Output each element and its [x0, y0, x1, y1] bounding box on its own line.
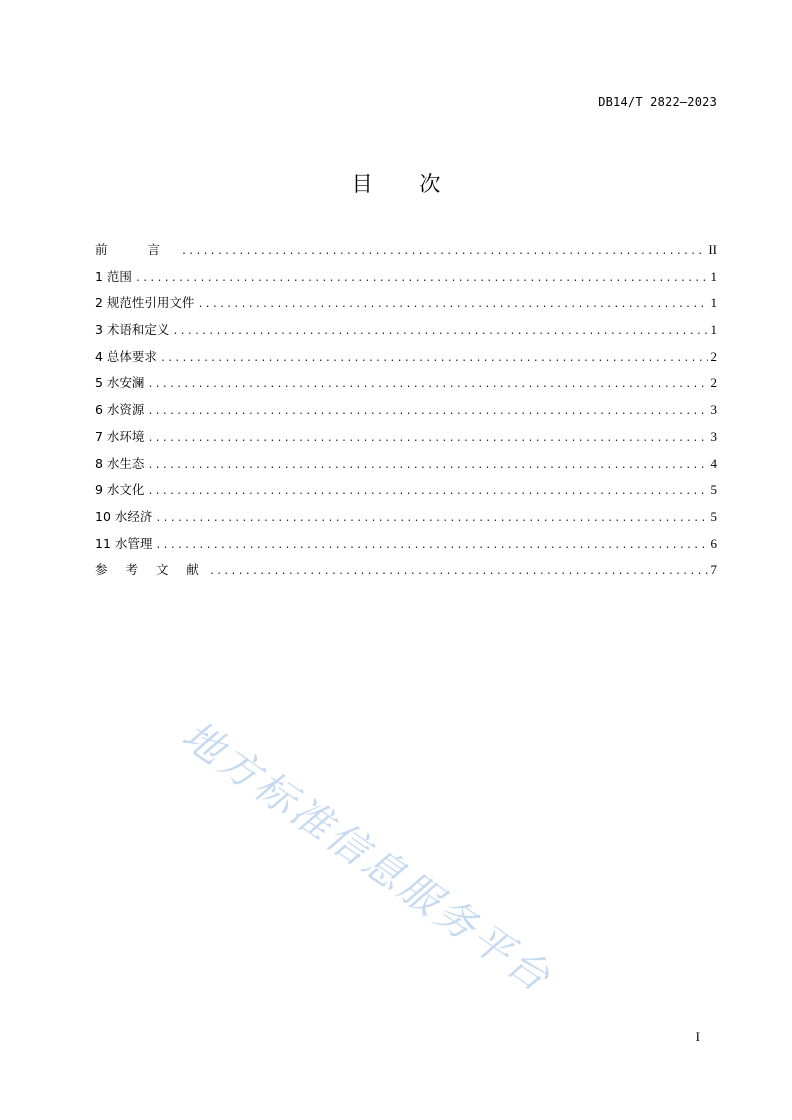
toc-entry-label: 前 言	[95, 242, 178, 257]
toc-entry-label: 7 水环境	[95, 428, 145, 444]
toc-entry-label: 2 规范性引用文件	[95, 295, 195, 311]
dot-leader	[197, 292, 707, 319]
dot-leader	[172, 319, 707, 346]
toc-entry-page: 3	[710, 402, 717, 418]
toc-entry-water-safety[interactable]	[95, 370, 717, 397]
dot-leader	[147, 399, 707, 426]
toc-entry-label: 参 考 文 献	[95, 562, 206, 578]
toc-entry-label: 3 术语和定义	[95, 322, 170, 338]
toc-entry-page: 7	[710, 562, 717, 578]
toc-entry-page: 1	[710, 268, 717, 284]
toc-entry-label: 1 范围	[95, 268, 132, 284]
toc-entry-label: 8 水生态	[95, 455, 145, 471]
toc-entry-water-resources[interactable]	[95, 397, 717, 424]
toc-entry-page: 5	[710, 508, 717, 524]
toc-title: 目 次	[351, 172, 461, 196]
toc-entry-label: 4 总体要求	[95, 348, 157, 364]
dot-leader	[209, 559, 708, 586]
page-number: I	[695, 1029, 700, 1044]
toc-entry-label: 9 水文化	[95, 482, 145, 498]
toc-entry-page: 4	[710, 455, 717, 471]
toc-entry-page: 2	[710, 348, 717, 364]
toc-entry-normative-references[interactable]	[95, 290, 717, 317]
dot-leader	[155, 533, 707, 560]
watermark: 地方标准信息服务平台	[173, 712, 561, 1003]
toc-entry-water-environment[interactable]	[95, 424, 717, 451]
toc-entry-page: 1	[710, 322, 717, 338]
toc-entry-label: 10 水经济	[95, 508, 153, 524]
dot-leader	[181, 239, 705, 266]
toc-entry-label: 11 水管理	[95, 535, 153, 551]
dot-leader	[135, 266, 708, 293]
toc-entry-terms-definitions[interactable]	[95, 317, 717, 344]
standard-code: DB14/T 2822—2023	[598, 95, 717, 109]
toc-entry-general-requirements[interactable]	[95, 344, 717, 371]
toc-entry-page: 3	[710, 428, 717, 444]
dot-leader	[147, 426, 707, 453]
toc-entry-page: 5	[710, 482, 717, 498]
toc-entry-page: 1	[710, 295, 717, 311]
dot-leader	[147, 479, 707, 506]
dot-leader	[147, 453, 707, 480]
toc-entry-page: 6	[710, 535, 717, 551]
table-of-contents	[95, 237, 717, 584]
toc-entry-water-culture[interactable]	[95, 477, 717, 504]
dot-leader	[155, 506, 707, 533]
toc-entry-label: 5 水安澜	[95, 375, 145, 391]
toc-entry-bibliography[interactable]	[95, 557, 717, 584]
toc-entry-foreword[interactable]	[95, 237, 717, 264]
toc-entry-water-ecology[interactable]	[95, 451, 717, 478]
toc-entry-water-management[interactable]	[95, 531, 717, 558]
dot-leader	[160, 346, 708, 373]
toc-entry-page: 2	[710, 375, 717, 391]
dot-leader	[147, 372, 707, 399]
toc-entry-water-economy[interactable]	[95, 504, 717, 531]
toc-entry-label: 6 水资源	[95, 402, 145, 418]
toc-entry-scope[interactable]	[95, 264, 717, 291]
toc-entry-page: II	[708, 242, 717, 257]
